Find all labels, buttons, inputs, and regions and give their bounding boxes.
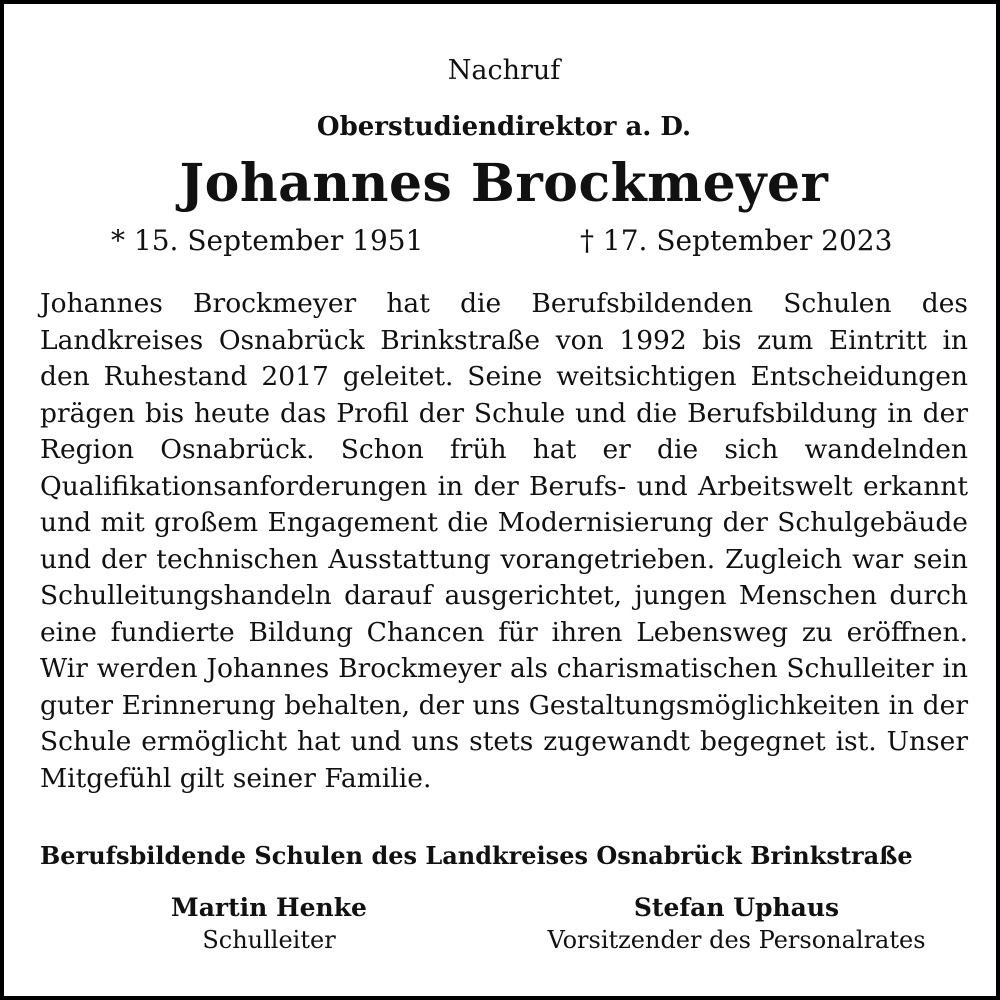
signer-block-principal	[124, 892, 414, 956]
academic-title: Oberstudiendirektor a. D.	[316, 112, 692, 142]
signer-role: Vorsitzender des Personalrates	[547, 926, 926, 954]
death-date: † 17. September 2023	[580, 224, 893, 257]
signer-name: Martin Henke	[171, 893, 367, 922]
organization-name: Berufsbildende Schulen des Landkreises Osnabrück Brinkstraße	[40, 841, 913, 870]
signer-role: Schulleiter	[202, 926, 336, 954]
birth-date: * 15. September 1951	[111, 224, 424, 257]
deceased-name: Johannes Brockmeyer	[179, 153, 829, 214]
notice-label: Nachruf	[447, 55, 561, 86]
signer-name: Stefan Uphaus	[633, 893, 840, 922]
obituary-text: Johannes Brockmeyer hat die Berufsbildenden Schulen des Landkreises Osnabrück Brinkstraße von 1992 bis zum Eintritt in den Ruhestand 2017 geleitet. Seine weitsichtigen Entscheidungen prägen bis heute das Profil der Schule und die Berufsbildung in der Region Osnabrück. Schon früh hat er die sich wandelnden Qualifikationsanforderungen in der Berufs- und Arbeitswelt erkannt und mit großem Engagement die Modernisierung der Schulgebäude und der technischen Ausstattung vorangetrieben. Zugleich war sein Schulleitungshandeln darauf ausgerichtet, jungen Menschen durch eine fundierte Bildung Chancen für ihren Lebensweg zu eröffnen. Wir werden Johannes Brockmeyer als charismatischen Schulleiter in guter Erinnerung behalten, der uns Gestaltungsmöglichkeiten in der Schule ermöglicht hat und uns stets zugewandt begegnet ist. Unser Mitgefühl gilt seiner Familie.	[40, 288, 968, 794]
signer-block-staff-council	[504, 892, 969, 956]
